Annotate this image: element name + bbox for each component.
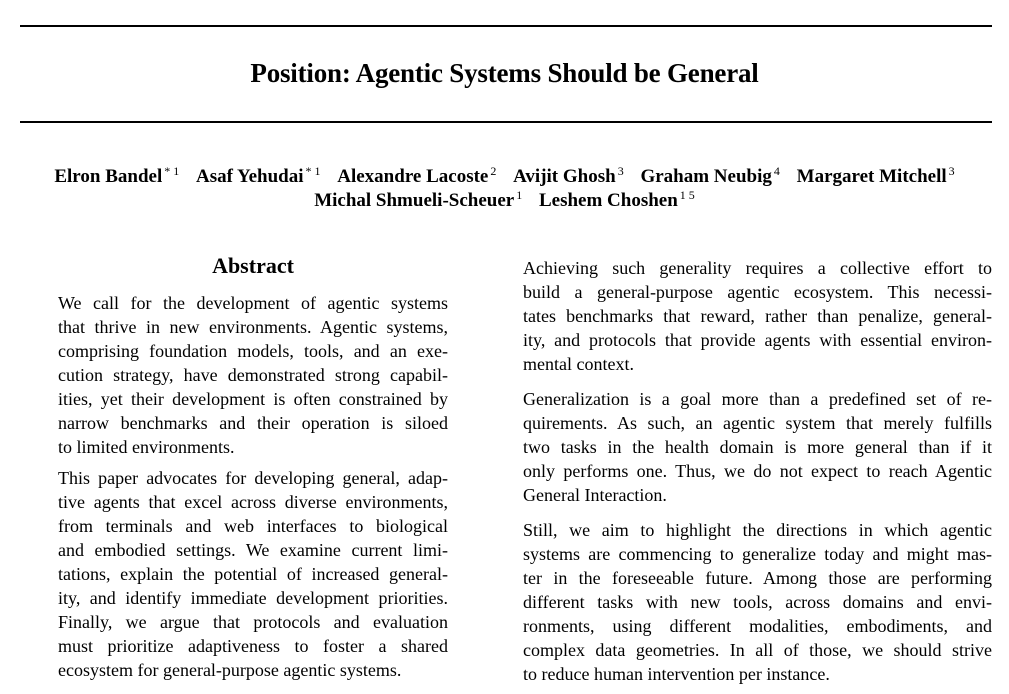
author: Graham Neubig $^4$ bbox=[640, 164, 780, 187]
author: Leshem Choshen $^{1 5}$ bbox=[538, 188, 695, 211]
abstract-line: to limited environments. bbox=[58, 437, 235, 457]
abstract-line: This paper advocates for developing general, adap- bbox=[58, 468, 448, 488]
abstract-line: from terminals and web interfaces to biological bbox=[58, 516, 448, 536]
abstract-line: must prioritize adaptiveness to foster a shared bbox=[58, 636, 448, 656]
title-rule-top bbox=[20, 25, 992, 27]
affiliation-marker: 3 bbox=[617, 164, 624, 178]
author: Michal Shmueli-Scheuer $^1$ bbox=[314, 188, 523, 211]
title-rule-bottom bbox=[20, 121, 992, 123]
abstract-line: comprising foundation models, tools, and an exe- bbox=[58, 341, 448, 361]
body-line: ity, and protocols that provide agents with essential environ- bbox=[523, 330, 992, 350]
affiliation-marker: 1 bbox=[516, 188, 523, 202]
abstract-line: narrow benchmarks and their operation is siloed bbox=[58, 413, 448, 433]
affiliation-marker: 1 5 bbox=[679, 188, 695, 202]
abstract-line: ities, yet their development is often constrained by bbox=[58, 389, 448, 409]
body-line: Generalization is a goal more than a predefined set of re- bbox=[523, 389, 992, 409]
body-line: only performs one. Thus, we do not expect to reach Agentic bbox=[523, 461, 992, 481]
affiliation-marker: 4 bbox=[773, 164, 780, 178]
abstract-line: ecosystem for general-purpose agentic systems. bbox=[58, 660, 402, 680]
author-list-line-2 bbox=[0, 189, 1009, 213]
abstract-line: that thrive in new environments. Agentic systems, bbox=[58, 317, 448, 337]
abstract-line: ity, and identify immediate development priorities. bbox=[58, 588, 448, 608]
abstract-line: and embodied settings. We examine current limi- bbox=[58, 540, 448, 560]
author: Alexandre Lacoste $^2$ bbox=[337, 164, 497, 187]
author: Margaret Mitchell $^3$ bbox=[796, 164, 955, 187]
paper-title: Position: Agentic Systems Should be General bbox=[250, 58, 759, 88]
abstract-line: We call for the development of agentic systems bbox=[58, 293, 448, 313]
body-line: ronments, using different modalities, embodiments, and bbox=[523, 616, 992, 636]
abstract-heading: Abstract bbox=[212, 253, 294, 278]
affiliation-marker: 3 bbox=[948, 164, 955, 178]
body-line: to reduce human intervention per instance. bbox=[523, 664, 830, 684]
abstract-line: tations, explain the potential of increased general- bbox=[58, 564, 448, 584]
author: Avijit Ghosh $^3$ bbox=[513, 164, 624, 187]
body-line: different tasks with new tools, across domains and envi- bbox=[523, 592, 992, 612]
affiliation-marker: * 1 bbox=[305, 164, 321, 178]
author: Elron Bandel $^{* 1}$ bbox=[54, 164, 180, 187]
body-line: ter in the foreseeable future. Among those are performing bbox=[523, 568, 992, 588]
affiliation-marker: 2 bbox=[490, 164, 497, 178]
body-line: Achieving such generality requires a collective effort to bbox=[523, 258, 992, 278]
body-line: quirements. As such, an agentic system that merely fulfills bbox=[523, 413, 992, 433]
body-line: complex data geometries. In all of those, we should strive bbox=[523, 640, 992, 660]
abstract-line: cution strategy, have demonstrated strong capabil- bbox=[58, 365, 448, 385]
affiliation-marker: * 1 bbox=[164, 164, 180, 178]
abstract-line: tive agents that excel across diverse environments, bbox=[58, 492, 448, 512]
body-line: mental context. bbox=[523, 354, 634, 374]
body-line: Still, we aim to highlight the directions in which agentic bbox=[523, 520, 992, 540]
body-line: General Interaction. bbox=[523, 485, 667, 505]
body-line: build a general-purpose agentic ecosystem. This necessi- bbox=[523, 282, 992, 302]
abstract-line: Finally, we argue that protocols and evaluation bbox=[58, 612, 448, 632]
body-line: tates benchmarks that reward, rather than penalize, general- bbox=[523, 306, 992, 326]
body-line: two tasks in the health domain is more general than if it bbox=[523, 437, 992, 457]
body-line: systems are commencing to generalize today and might mas- bbox=[523, 544, 992, 564]
author-list-line-1 bbox=[0, 165, 1009, 189]
author: Asaf Yehudai $^{* 1}$ bbox=[195, 164, 321, 187]
